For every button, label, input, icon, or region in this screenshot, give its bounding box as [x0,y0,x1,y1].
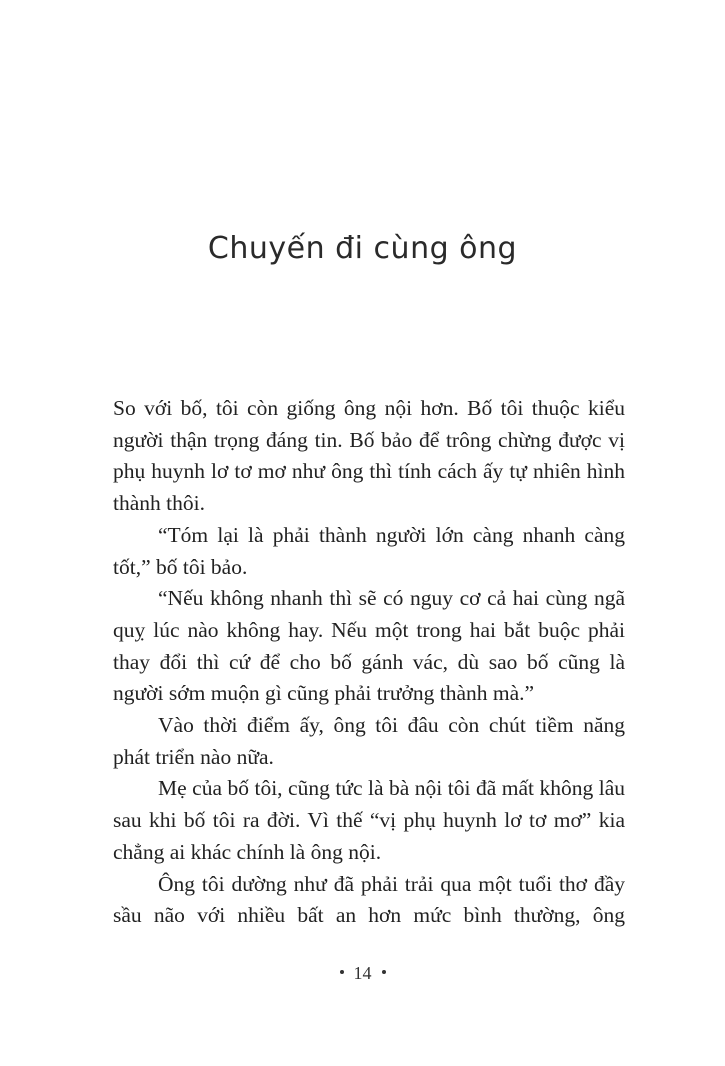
page-number-value: 14 [353,963,372,983]
page-number-right-dot [382,970,386,974]
paragraph-1: So với bố, tôi còn giống ông nội hơn. Bố tôi thuộc kiểu người thận trọng đáng tin. Bố bảo để trông chừng được vị phụ huynh lơ tơ mơ như ông thì tính cách ấy tự nhiên hình thành thôi. [113,396,625,516]
body-text [113,393,625,932]
page-number-left-dot [340,970,344,974]
paragraph-3: “Nếu không nhanh thì sẽ có nguy cơ cả hai cùng ngã quỵ lúc nào không hay. Nếu một trong hai bắt buộc phải thay đổi thì cứ để cho bố gánh vác, dù sao bố cũng là người sớm muộn gì cũng phải trưởng thành mà.” [113,586,625,706]
chapter-title: Chuyến đi cùng ông [207,231,518,266]
paragraph-6: Ông tôi dường như đã phải trải qua một tuổi thơ đầy sầu não với nhiều bất an hơn mức bình thường, ông [113,871,625,928]
page-number [0,963,725,984]
paragraph-4: Vào thời điểm ấy, ông tôi đâu còn chút tiềm năng phát triển nào nữa. [113,713,625,769]
paragraph-5: Mẹ của bố tôi, cũng tức là bà nội tôi đã mất không lâu sau khi bố tôi ra đời. Vì thế “vị phụ huynh lơ tơ mơ” kia chẳng ai khác chính là ông nội. [113,776,625,864]
paragraph-2: “Tóm lại là phải thành người lớn càng nhanh càng tốt,” bố tôi bảo. [113,522,625,579]
